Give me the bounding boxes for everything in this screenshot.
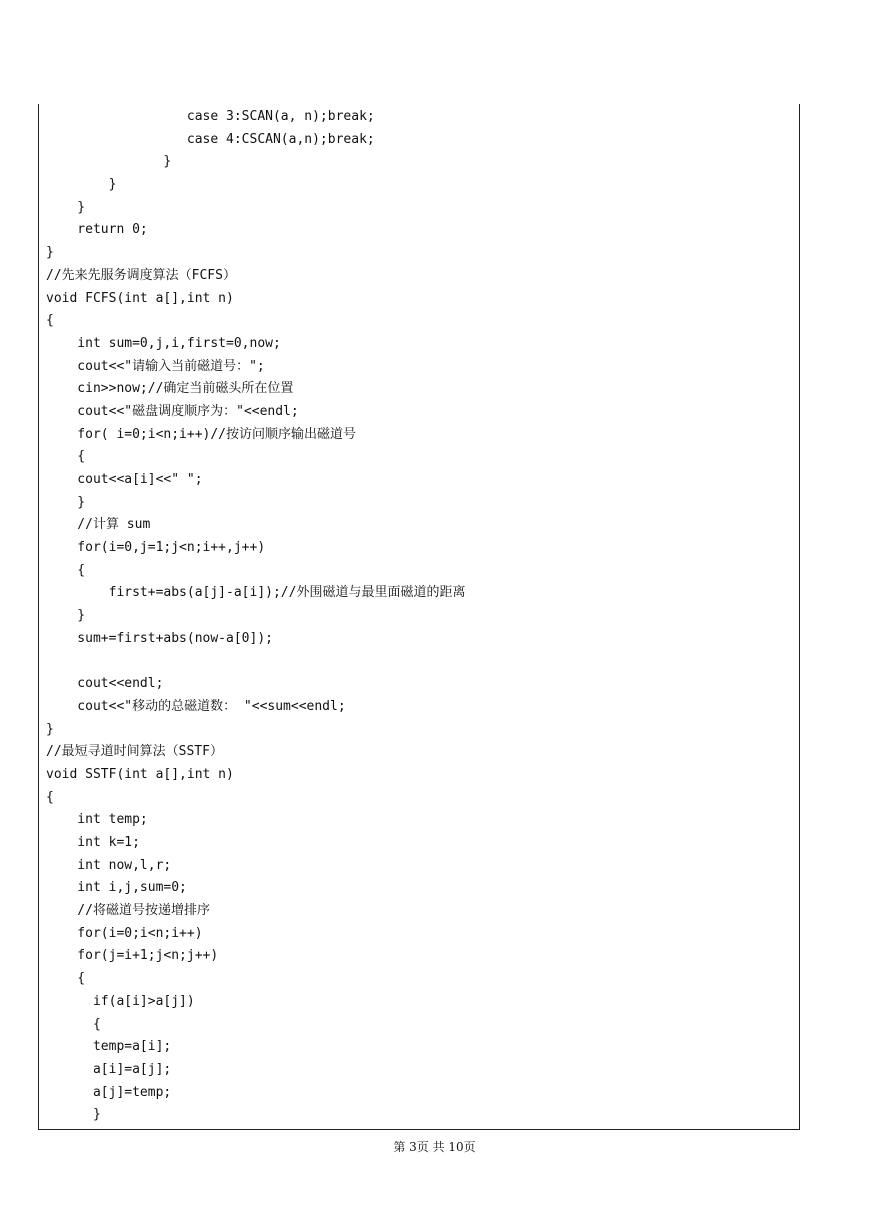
code-line: //先来先服务调度算法（FCFS） [46, 267, 236, 283]
code-line: } [46, 245, 54, 261]
code-line: sum+=first+abs(now-a[0]); [46, 630, 273, 646]
code-line: } [46, 608, 86, 624]
code-line: { [46, 971, 86, 987]
code-line: for(j=i+1;j<n;j++) [46, 948, 219, 964]
code-line: int i,j,sum=0; [46, 880, 187, 896]
code-line: { [46, 562, 86, 578]
code-line: int k=1; [46, 835, 140, 850]
code-line: cout<<"请输入当前磁道号："; [46, 358, 265, 374]
code-line: a[i]=a[j]; [46, 1061, 172, 1077]
code-line: } [46, 199, 86, 215]
code-line: cout<<endl; [46, 676, 164, 692]
code-line: int sum=0,j,i,first=0,now; [46, 335, 281, 351]
code-line: cout<<"磁盘调度顺序为："<<endl; [46, 403, 299, 419]
code-line: } [46, 1107, 101, 1123]
code-line: void SSTF(int a[],int n) [46, 766, 234, 782]
code-line: //最短寻道时间算法（SSTF） [46, 744, 223, 760]
code-block [46, 106, 791, 1127]
code-line: } [46, 494, 86, 510]
code-line: //将磁道号按递增排序 [46, 903, 210, 919]
code-line [46, 651, 791, 674]
code-line: for(i=0;i<n;i++) [46, 925, 203, 941]
code-line: case 4:CSCAN(a,n);break; [46, 131, 375, 147]
code-line: } [46, 177, 117, 193]
code-line: return 0; [46, 222, 148, 238]
code-line: { [46, 1016, 101, 1032]
code-line: { [46, 789, 54, 805]
code-line: { [46, 313, 54, 329]
code-line: //计算 sum [46, 517, 151, 533]
code-line: cout<<"移动的总磁道数： "<<sum<<endl; [46, 698, 346, 714]
code-line: if(a[i]>a[j]) [46, 993, 195, 1009]
code-line: for( i=0;i<n;i++)//按访问顺序输出磁道号 [46, 426, 357, 442]
code-line: void FCFS(int a[],int n) [46, 290, 234, 306]
code-line: for(i=0,j=1;j<n;i++,j++) [46, 540, 266, 556]
code-line: int temp; [46, 812, 148, 828]
code-line: a[j]=temp; [46, 1084, 172, 1100]
code-line: case 3:SCAN(a, n);break; [46, 109, 375, 124]
page-footer: 第 3页 共 10页 [393, 1140, 476, 1154]
code-line: } [46, 154, 172, 170]
code-line: temp=a[i]; [46, 1039, 172, 1055]
code-line: first+=abs(a[j]-a[i]);//外围磁道与最里面磁道的距离 [46, 585, 466, 601]
code-line: { [46, 449, 86, 465]
code-line: int now,l,r; [46, 857, 172, 873]
code-line: } [46, 721, 54, 737]
code-line: cout<<a[i]<<" "; [46, 472, 203, 487]
code-line: cin>>now;//确定当前磁头所在位置 [46, 381, 294, 397]
